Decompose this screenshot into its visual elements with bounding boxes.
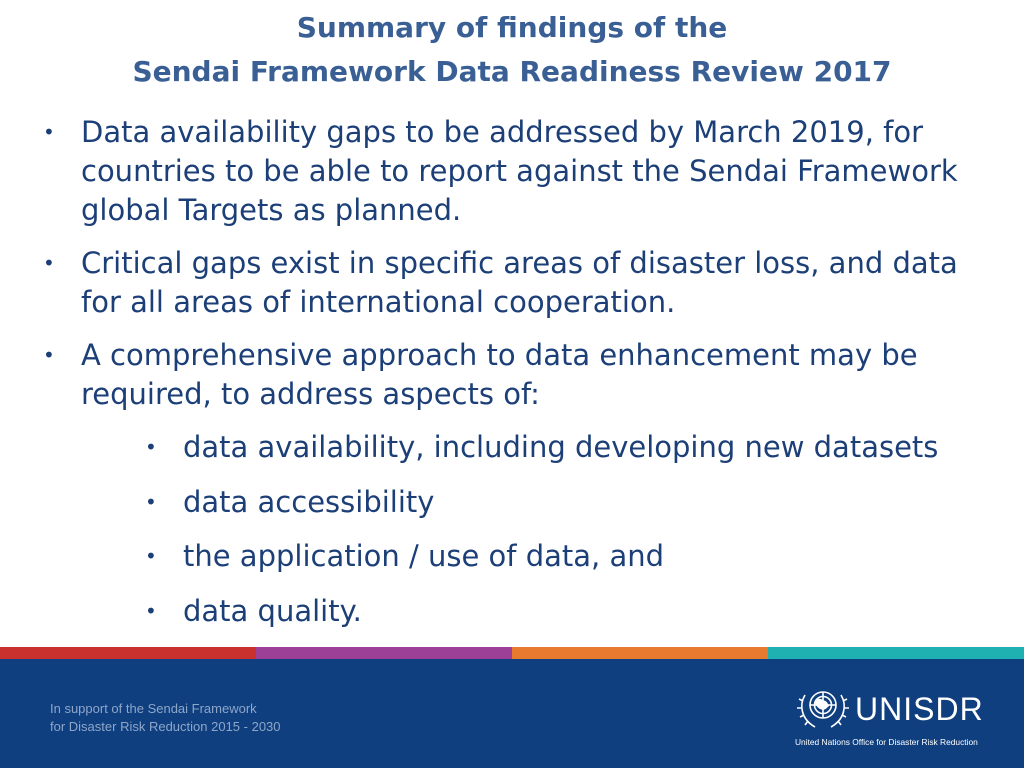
- bullet-text: Data availability gaps to be addressed by March 2019, for countries to be able to report against the Sendai Framework global Targets as planned.: [81, 115, 958, 227]
- sub-bullet-text: data availability, including developing new datasets: [183, 430, 939, 464]
- sub-bullet-text: data quality.: [183, 594, 362, 628]
- sub-bullet-item: [145, 428, 1023, 467]
- bullet-item: [43, 336, 1001, 414]
- logo-wordmark: UNISDR: [855, 691, 984, 727]
- sub-bullet-item: [145, 483, 983, 522]
- bullet-dot-icon: •: [145, 490, 157, 514]
- bullet-item: [43, 244, 981, 322]
- title-line-2: Sendai Framework Data Readiness Review 2017: [132, 55, 892, 88]
- unisdr-logo: [795, 683, 985, 753]
- bullet-dot-icon: •: [43, 343, 55, 367]
- sub-bullet-item: [145, 592, 983, 631]
- bullet-dot-icon: •: [43, 120, 55, 144]
- sub-bullet-item: [145, 537, 983, 576]
- title-line-1: Summary of findings of the: [296, 11, 728, 44]
- support-line-1: In support of the Sendai Framework: [50, 701, 257, 716]
- color-stripe-purple: [256, 647, 512, 659]
- color-stripe-teal: [768, 647, 1024, 659]
- logo-subtitle: United Nations Office for Disaster Risk Reduction: [795, 737, 978, 747]
- bullet-text: Critical gaps exist in specific areas of disaster loss, and data for all areas of international cooperation.: [81, 246, 958, 319]
- footer-bar: [0, 659, 1024, 768]
- bullet-dot-icon: •: [145, 544, 157, 568]
- sub-bullet-text: the application / use of data, and: [183, 539, 665, 573]
- bullet-dot-icon: •: [145, 599, 157, 623]
- un-emblem-icon: [795, 683, 851, 735]
- support-line-2: for Disaster Risk Reduction 2015 - 2030: [50, 719, 281, 734]
- color-stripe-red: [0, 647, 256, 659]
- bullet-dot-icon: •: [145, 435, 157, 459]
- sub-bullet-text: data accessibility: [183, 485, 435, 519]
- bullet-text: A comprehensive approach to data enhancement may be required, to address aspects of:: [81, 338, 918, 411]
- color-stripe-orange: [512, 647, 768, 659]
- bullet-item: [43, 113, 981, 230]
- support-text: [50, 700, 281, 736]
- bullet-dot-icon: •: [43, 251, 55, 275]
